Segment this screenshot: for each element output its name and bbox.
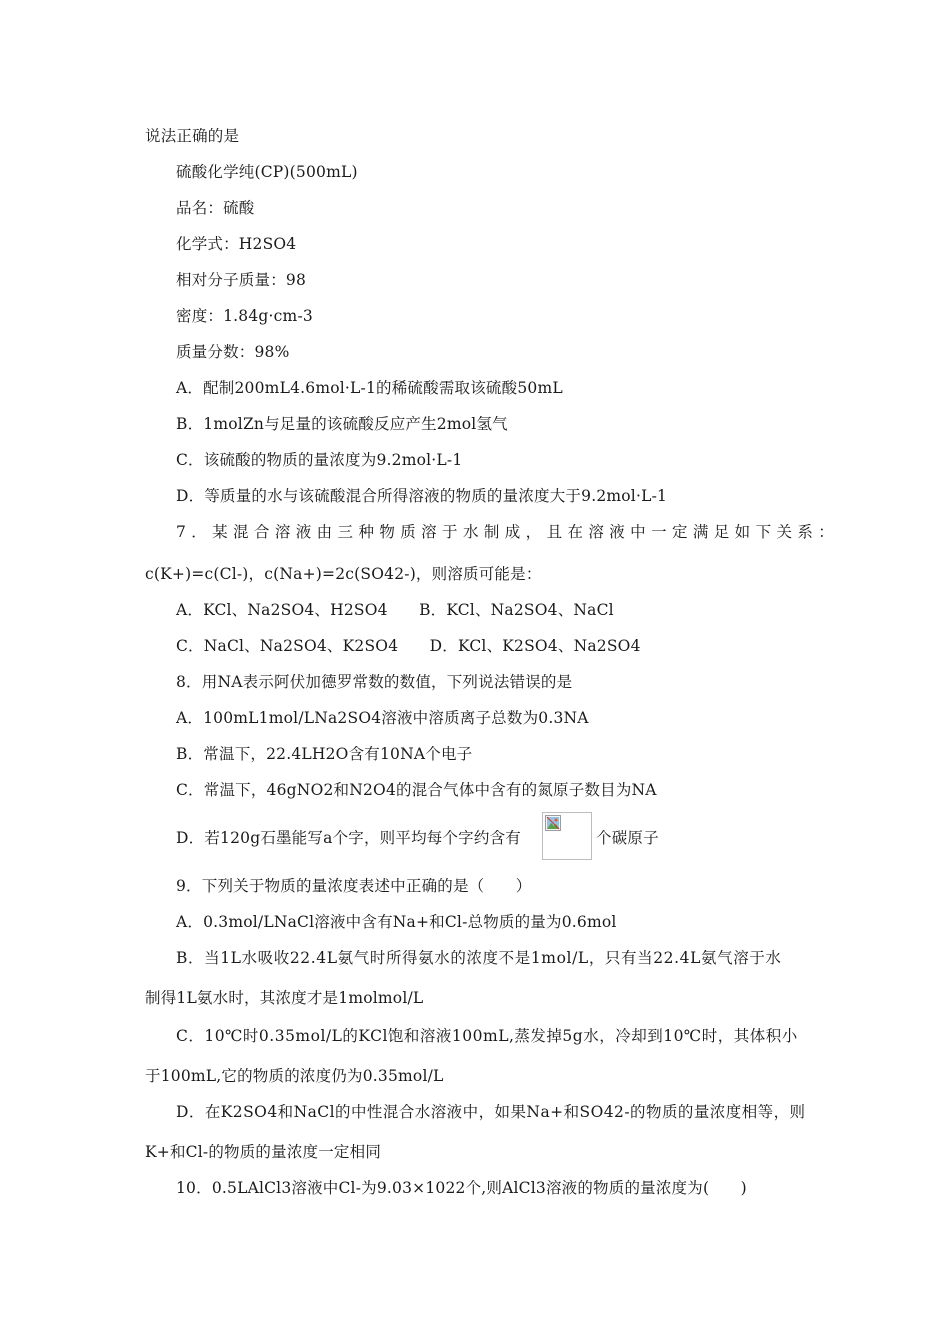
broken-image-icon: [542, 812, 592, 860]
option-line: B．1molZn与足量的该硫酸反应产生2mol氢气: [176, 415, 508, 433]
question-line: 10．0.5LAlCl3溶液中Cl-为9.03×1022个,则AlCl3溶液的物质的量浓度为( ): [176, 1179, 747, 1197]
text-line: 相对分子质量：98: [176, 271, 307, 289]
text-line: 硫酸化学纯(CP)(500mL): [176, 163, 358, 181]
text-line: 说法正确的是: [145, 127, 240, 145]
image-icon: [545, 815, 561, 831]
text-line: 于100mL,它的物质的浓度仍为0.35mol/L: [145, 1067, 444, 1085]
text-line: K+和Cl-的物质的量浓度一定相同: [145, 1143, 382, 1161]
option-line: C．NaCl、Na2SO4、K2SO4 D．KCl、K2SO4、Na2SO4: [176, 637, 641, 655]
option-line: A．KCl、Na2SO4、H2SO4 B．KCl、Na2SO4、NaCl: [176, 601, 614, 619]
option-line: D．若120g石墨能写a个字，则平均每个字约含有: [176, 829, 521, 847]
option-line: B．常温下，22.4LH2O含有10NA个电子: [176, 745, 473, 763]
text-line: 制得1L氨水时，其浓度才是1molmol/L: [145, 989, 424, 1007]
question-line: 9．下列关于物质的量浓度表述中正确的是（ ）: [176, 877, 532, 895]
option-line: C．常温下，46gNO2和N2O4的混合气体中含有的氮原子数目为NA: [176, 781, 657, 799]
text-line: 质量分数：98%: [176, 343, 290, 361]
option-line: D．在K2SO4和NaCl的中性混合水溶液中，如果Na+和SO42-的物质的量浓度相等，则: [176, 1103, 806, 1121]
option-line: A．0.3mol/LNaCl溶液中含有Na+和Cl-总物质的量为0.6mol: [176, 913, 617, 931]
text-line: 化学式：H2SO4: [176, 235, 297, 253]
text-line: c(K+)=c(Cl-)，c(Na+)=2c(SO42-)，则溶质可能是：: [145, 565, 542, 583]
option-line: A．100mL1mol/LNa2SO4溶液中溶质离子总数为0.3NA: [176, 709, 589, 727]
option-line: A．配制200mL4.6mol·L-1的稀硫酸需取该硫酸50mL: [176, 379, 563, 397]
text-line: 个碳原子: [596, 829, 659, 847]
option-line: D．等质量的水与该硫酸混合所得溶液的物质的量浓度大于9.2mol·L-1: [176, 487, 668, 505]
option-line: C．10℃时0.35mol/L的KCl饱和溶液100mL,蒸发掉5g水，冷却到10℃时，其体积小: [176, 1027, 798, 1045]
text-line: 品名：硫酸: [176, 199, 255, 217]
question-line: 8．用NA表示阿伏加德罗常数的数值，下列说法错误的是: [176, 673, 573, 691]
option-line: C．该硫酸的物质的量浓度为9.2mol·L-1: [176, 451, 463, 469]
question-line: 7．某混合溶液由三种物质溶于水制成，且在溶液中一定满足如下关系：: [176, 523, 840, 541]
option-line: B．当1L水吸收22.4L氨气时所得氨水的浓度不是1mol/L，只有当22.4L氨气溶于水: [176, 949, 782, 967]
text-line: 密度：1.84g·cm-3: [176, 307, 313, 325]
